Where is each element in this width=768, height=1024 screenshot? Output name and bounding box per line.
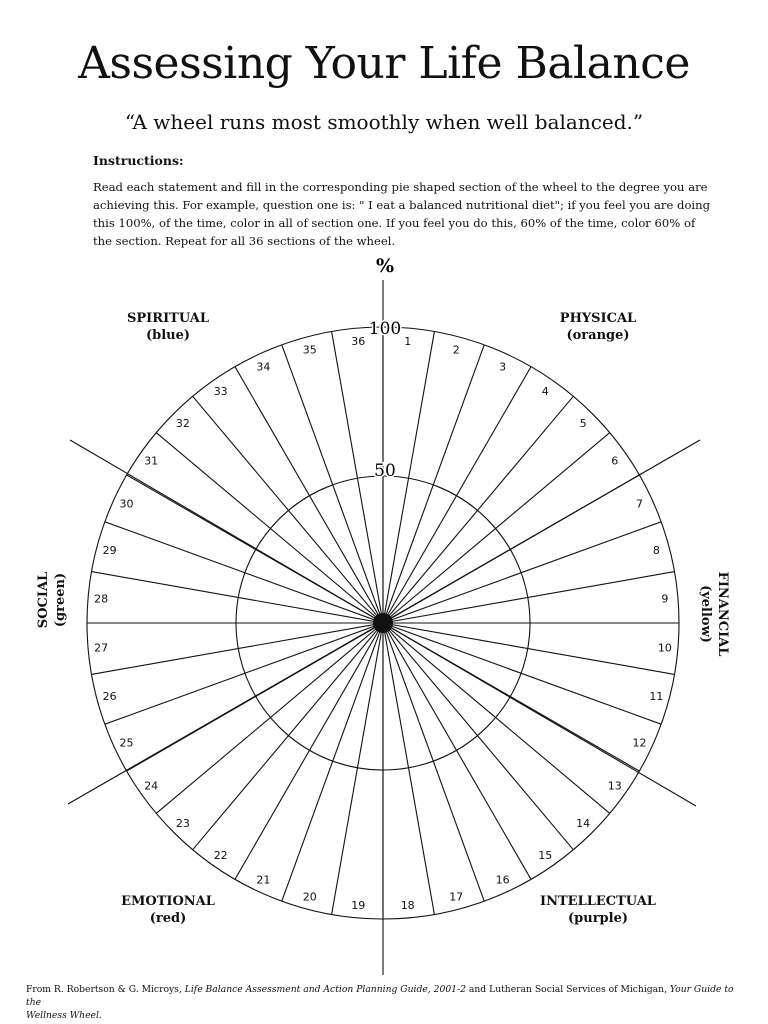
section-divider-line xyxy=(383,623,573,850)
section-number-6: 6 xyxy=(611,454,619,468)
section-number-24: 24 xyxy=(144,779,159,793)
section-number-36: 36 xyxy=(351,335,366,349)
footer-title-2a: Your Guide to the xyxy=(26,984,734,1008)
section-number-31: 31 xyxy=(144,454,159,468)
footer-title-1: Life Balance Assessment and Action Planning Guide, 2001-2 xyxy=(184,984,466,995)
section-divider-line xyxy=(383,433,610,623)
section-number-16: 16 xyxy=(495,873,510,887)
category-emotional-name: EMOTIONAL xyxy=(121,894,215,909)
section-number-30: 30 xyxy=(119,497,134,511)
section-number-22: 22 xyxy=(213,848,228,862)
category-financial-color: (yellow) xyxy=(698,585,713,643)
section-divider-line xyxy=(102,623,383,724)
section-number-20: 20 xyxy=(302,890,317,904)
section-number-17: 17 xyxy=(449,890,464,904)
citation-footer xyxy=(26,983,742,1022)
section-number-1: 1 xyxy=(404,335,412,349)
section-number-26: 26 xyxy=(102,690,117,704)
section-number-21: 21 xyxy=(256,873,271,887)
section-divider-line xyxy=(156,433,383,623)
section-number-5: 5 xyxy=(579,416,587,430)
section-divider-line xyxy=(156,623,383,813)
section-number-3: 3 xyxy=(499,360,507,374)
section-number-32: 32 xyxy=(175,416,190,430)
footer-title-2b: Wellness Wheel. xyxy=(26,1010,102,1021)
footer-text-2: and Lutheran Social Services of Michigan, xyxy=(465,984,670,995)
section-number-12: 12 xyxy=(632,736,647,750)
category-emotional-color: (red) xyxy=(149,911,187,926)
section-number-28: 28 xyxy=(94,592,109,606)
instructions-line: this 100%, of the time, color in all of section one. If you feel you do this, 60% of the time, color 60% of xyxy=(93,216,696,230)
wheel-hub xyxy=(373,613,393,633)
subtitle-quote: “A wheel runs most smoothly when well balanced.” xyxy=(124,110,644,134)
section-divider-line xyxy=(383,623,610,813)
section-number-18: 18 xyxy=(400,898,415,912)
section-divider-line xyxy=(383,522,661,623)
section-number-33: 33 xyxy=(213,385,228,399)
section-number-25: 25 xyxy=(119,736,134,750)
footer-text-1: From R. Robertson & G. Microys, xyxy=(26,984,185,995)
ring-label-50: 50 xyxy=(374,461,396,481)
section-number-7: 7 xyxy=(636,497,643,511)
category-spiritual-color: (blue) xyxy=(145,328,191,343)
section-number-8: 8 xyxy=(652,543,660,557)
section-divider-line xyxy=(383,623,664,724)
percent-axis-label: % xyxy=(375,255,395,277)
section-number-4: 4 xyxy=(541,385,549,399)
category-physical-name: PHYSICAL xyxy=(559,311,637,326)
section-number-14: 14 xyxy=(576,817,591,831)
ring-label-100: 100 xyxy=(368,319,402,339)
section-number-10: 10 xyxy=(657,641,672,655)
section-number-34: 34 xyxy=(256,360,271,374)
instructions-line: the section. Repeat for all 36 sections of the wheel. xyxy=(93,234,396,248)
category-spiritual-name: SPIRITUAL xyxy=(127,311,209,326)
section-divider-line xyxy=(383,396,573,623)
section-number-9: 9 xyxy=(661,592,669,606)
section-divider-line xyxy=(102,522,383,623)
category-physical-color: (orange) xyxy=(566,328,630,343)
page-title: Assessing Your Life Balance xyxy=(78,38,690,89)
section-divider-line xyxy=(193,396,383,623)
category-intellectual-name: INTELLECTUAL xyxy=(540,894,656,909)
instructions-heading: Instructions: xyxy=(93,153,184,168)
category-social-color: (green) xyxy=(53,572,68,628)
section-number-15: 15 xyxy=(538,848,553,862)
section-number-35: 35 xyxy=(302,343,317,357)
section-divider-line xyxy=(282,345,383,623)
section-divider-line xyxy=(282,623,383,904)
section-number-2: 2 xyxy=(452,343,460,357)
section-number-27: 27 xyxy=(94,641,109,655)
section-number-13: 13 xyxy=(607,779,622,793)
section-divider-line xyxy=(383,623,484,904)
category-financial-name: FINANCIAL xyxy=(715,571,730,657)
section-divider-line xyxy=(193,623,383,850)
section-number-23: 23 xyxy=(175,817,190,831)
instructions-line: achieving this. For example, question one is: " I eat a balanced nutritional diet"; if you feel you are doing xyxy=(93,198,711,212)
section-number-29: 29 xyxy=(102,543,117,557)
section-number-11: 11 xyxy=(649,690,664,704)
section-divider-line xyxy=(383,345,484,623)
section-number-19: 19 xyxy=(351,898,366,912)
category-intellectual-color: (purple) xyxy=(568,911,628,926)
category-social-name: SOCIAL xyxy=(36,571,51,629)
instructions-line: Read each statement and fill in the corresponding pie shaped section of the wheel to the degree you are xyxy=(93,180,708,194)
